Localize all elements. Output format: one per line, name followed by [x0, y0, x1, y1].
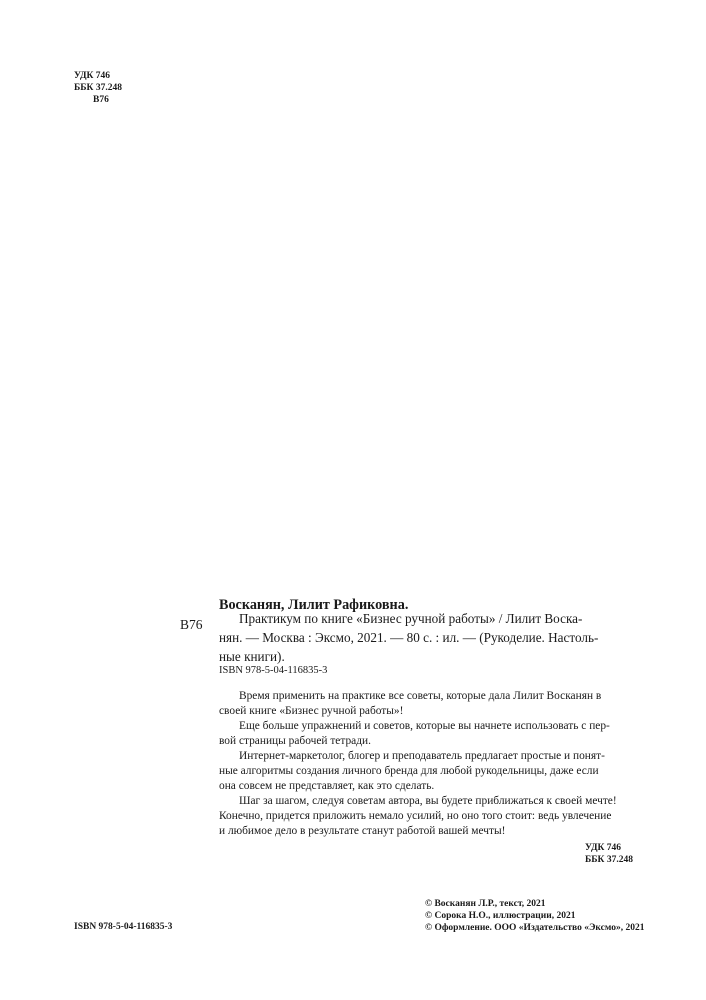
annotation-line: своей книге «Бизнес ручной работы»! [219, 705, 404, 717]
description-line: нян. — Москва : Эксмо, 2021. — 80 с. : ил. — (Рукоделие. Настоль- [219, 630, 599, 645]
isbn-inline: ISBN 978-5-04-116835-3 [219, 665, 328, 676]
description-line: Практикум по книге «Бизнес ручной работы» / Лилит Воска- [239, 611, 583, 626]
isbn-bottom: ISBN 978-5-04-116835-3 [74, 922, 173, 932]
top-classification-codes [74, 70, 122, 106]
copyright-line: © Восканян Л.Р., текст, 2021 [425, 899, 546, 909]
annotation [219, 689, 641, 839]
annotation-line: она совсем не представляет, как это сделать. [219, 780, 435, 792]
annotation-line: и любимое дело в результате станут работой вашей мечты! [219, 825, 506, 837]
annotation-line: Шаг за шагом, следуя советам автора, вы будете приближаться к своей мечте! [239, 795, 617, 807]
annotation-line: вой страницы рабочей тетради. [219, 735, 371, 747]
annotation-line: ные алгоритмы создания личного бренда для любой рукодельницы, даже если [219, 765, 599, 777]
annotation-line: Конечно, придется приложить немало усилий, но оно того стоит: ведь увлечение [219, 810, 612, 822]
bbk-code: ББК 37.248 [585, 855, 633, 865]
udk-code: УДК 746 [74, 71, 111, 81]
bibliographic-description [219, 609, 641, 666]
entry-code: В76 [180, 617, 203, 632]
bottom-classification-codes [585, 842, 633, 866]
copyright-block [425, 898, 644, 934]
bbk-code: ББК 37.248 [74, 83, 122, 93]
annotation-line: Время применить на практике все советы, которые дала Лилит Восканян в [239, 690, 602, 702]
author-mark: В76 [93, 95, 109, 105]
copyright-line: © Оформление. ООО «Издательство «Эксмо», 2021 [425, 923, 645, 933]
udk-code: УДК 746 [585, 843, 622, 853]
description-line: ные книги). [219, 649, 285, 664]
annotation-line: Еще больше упражнений и советов, которые вы начнете использовать с пер- [239, 720, 610, 732]
copyright-line: © Сорока Н.О., иллюстрации, 2021 [425, 911, 576, 921]
author-name: Восканян, Лилит Рафиковна. [219, 597, 409, 613]
annotation-line: Интернет-маркетолог, блогер и преподаватель предлагает простые и понят- [239, 750, 605, 762]
